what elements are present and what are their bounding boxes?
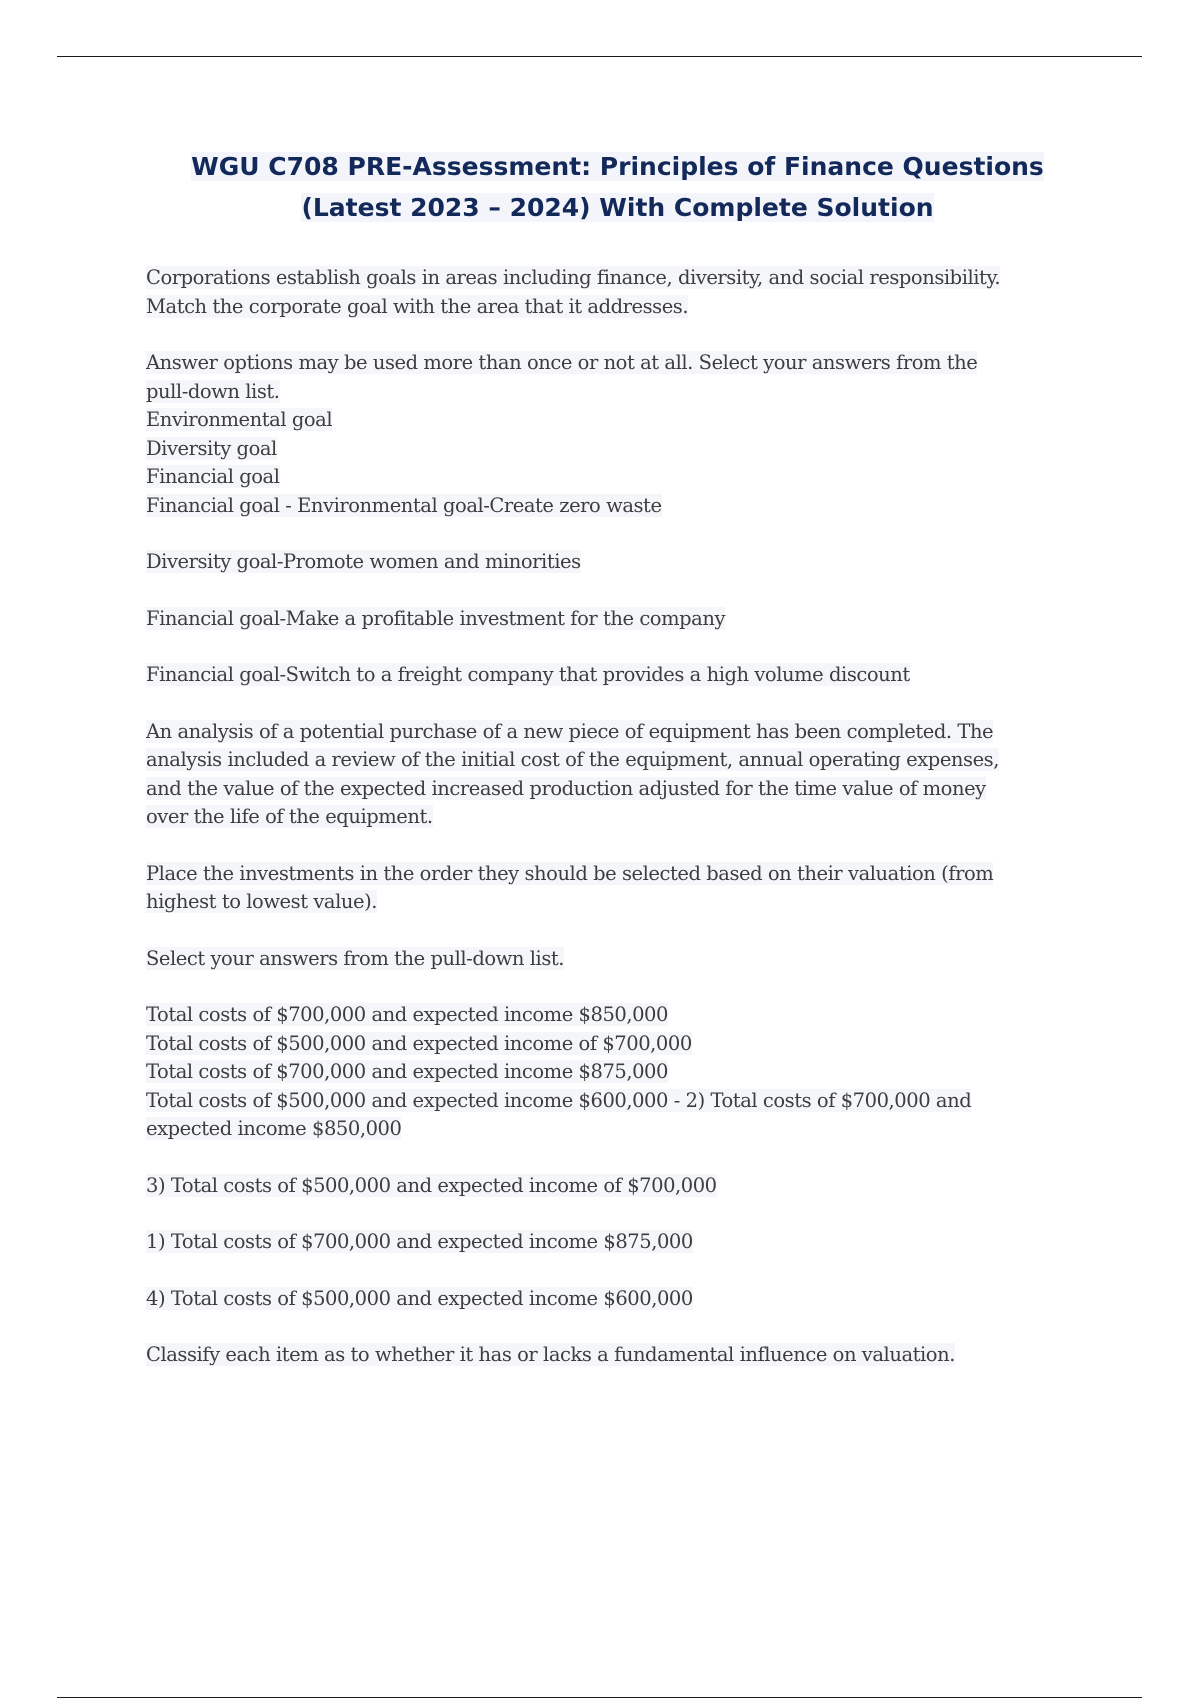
text-line: Total costs of $500,000 and expected income $600,000 - 2) Total costs of $700,000 and (146, 1088, 972, 1112)
text-line: 3) Total costs of $500,000 and expected income of $700,000 (146, 1173, 717, 1197)
paragraph-diversity-answer (146, 548, 1086, 577)
text-line: Answer options may be used more than once or not at all. Select your answers from the (146, 351, 978, 374)
paragraph-answer-4 (146, 1285, 1086, 1314)
text-line: expected income $850,000 (146, 1117, 402, 1140)
text-line: highest to lowest value). (146, 890, 377, 913)
paragraph-answer-options (146, 349, 1086, 520)
title-line-1: WGU C708 PRE-Assessment: Principles of Finance Questions (191, 152, 1044, 181)
text-line: Match the corporate goal with the area that it addresses. (146, 294, 689, 318)
text-line: Financial goal-Make a profitable investment for the company (146, 606, 726, 630)
paragraph-investment-options (146, 1001, 1086, 1144)
paragraph-equipment-analysis (146, 718, 1086, 832)
paragraph-answer-3 (146, 1172, 1086, 1201)
text-line: 1) Total costs of $700,000 and expected income $875,000 (146, 1230, 693, 1253)
title-line-2: (Latest 2023 – 2024) With Complete Solution (301, 193, 934, 222)
text-line: over the life of the equipment. (146, 805, 433, 828)
paragraph-financial-answer-1 (146, 605, 1086, 634)
text-line: and the value of the expected increased production adjusted for the time value of money (146, 776, 986, 800)
text-line: analysis included a review of the initial cost of the equipment, annual operating expenses, (146, 748, 999, 771)
text-line: Classify each item as to whether it has or lacks a fundamental influence on valuation. (146, 1343, 955, 1366)
text-line: Total costs of $500,000 and expected income of $700,000 (146, 1031, 692, 1055)
text-line: Diversity goal-Promote women and minorities (146, 550, 581, 573)
text-line: Corporations establish goals in areas including finance, diversity, and social responsibility. (146, 266, 1001, 289)
text-line: 4) Total costs of $500,000 and expected income $600,000 (146, 1286, 693, 1310)
text-line: pull-down list. (146, 379, 280, 403)
text-line: Place the investments in the order they should be selected based on their valuation (from (146, 861, 994, 885)
text-line: An analysis of a potential purchase of a new piece of equipment has been completed. The (146, 719, 994, 743)
paragraph-ordering-instructions (146, 860, 1086, 917)
bottom-rule (57, 1697, 1142, 1698)
text-line: Environmental goal (146, 408, 333, 431)
paragraph-select-instructions (146, 945, 1086, 974)
paragraph-financial-answer-2 (146, 661, 1086, 690)
text-line: Diversity goal (146, 436, 277, 460)
paragraph-classify-question (146, 1341, 1086, 1370)
text-line: Total costs of $700,000 and expected income $875,000 (146, 1060, 668, 1083)
text-line: Financial goal-Switch to a freight company that provides a high volume discount (146, 663, 910, 686)
top-rule (57, 56, 1142, 57)
text-line: Select your answers from the pull-down list. (146, 946, 565, 970)
document-title (140, 146, 1095, 228)
text-line: Financial goal (146, 465, 280, 488)
text-line: Financial goal - Environmental goal-Create zero waste (146, 493, 662, 517)
document-body (146, 264, 1086, 1398)
text-line: Total costs of $700,000 and expected income $850,000 (146, 1003, 668, 1026)
paragraph-answer-1 (146, 1228, 1086, 1257)
paragraph-intro (146, 264, 1086, 321)
